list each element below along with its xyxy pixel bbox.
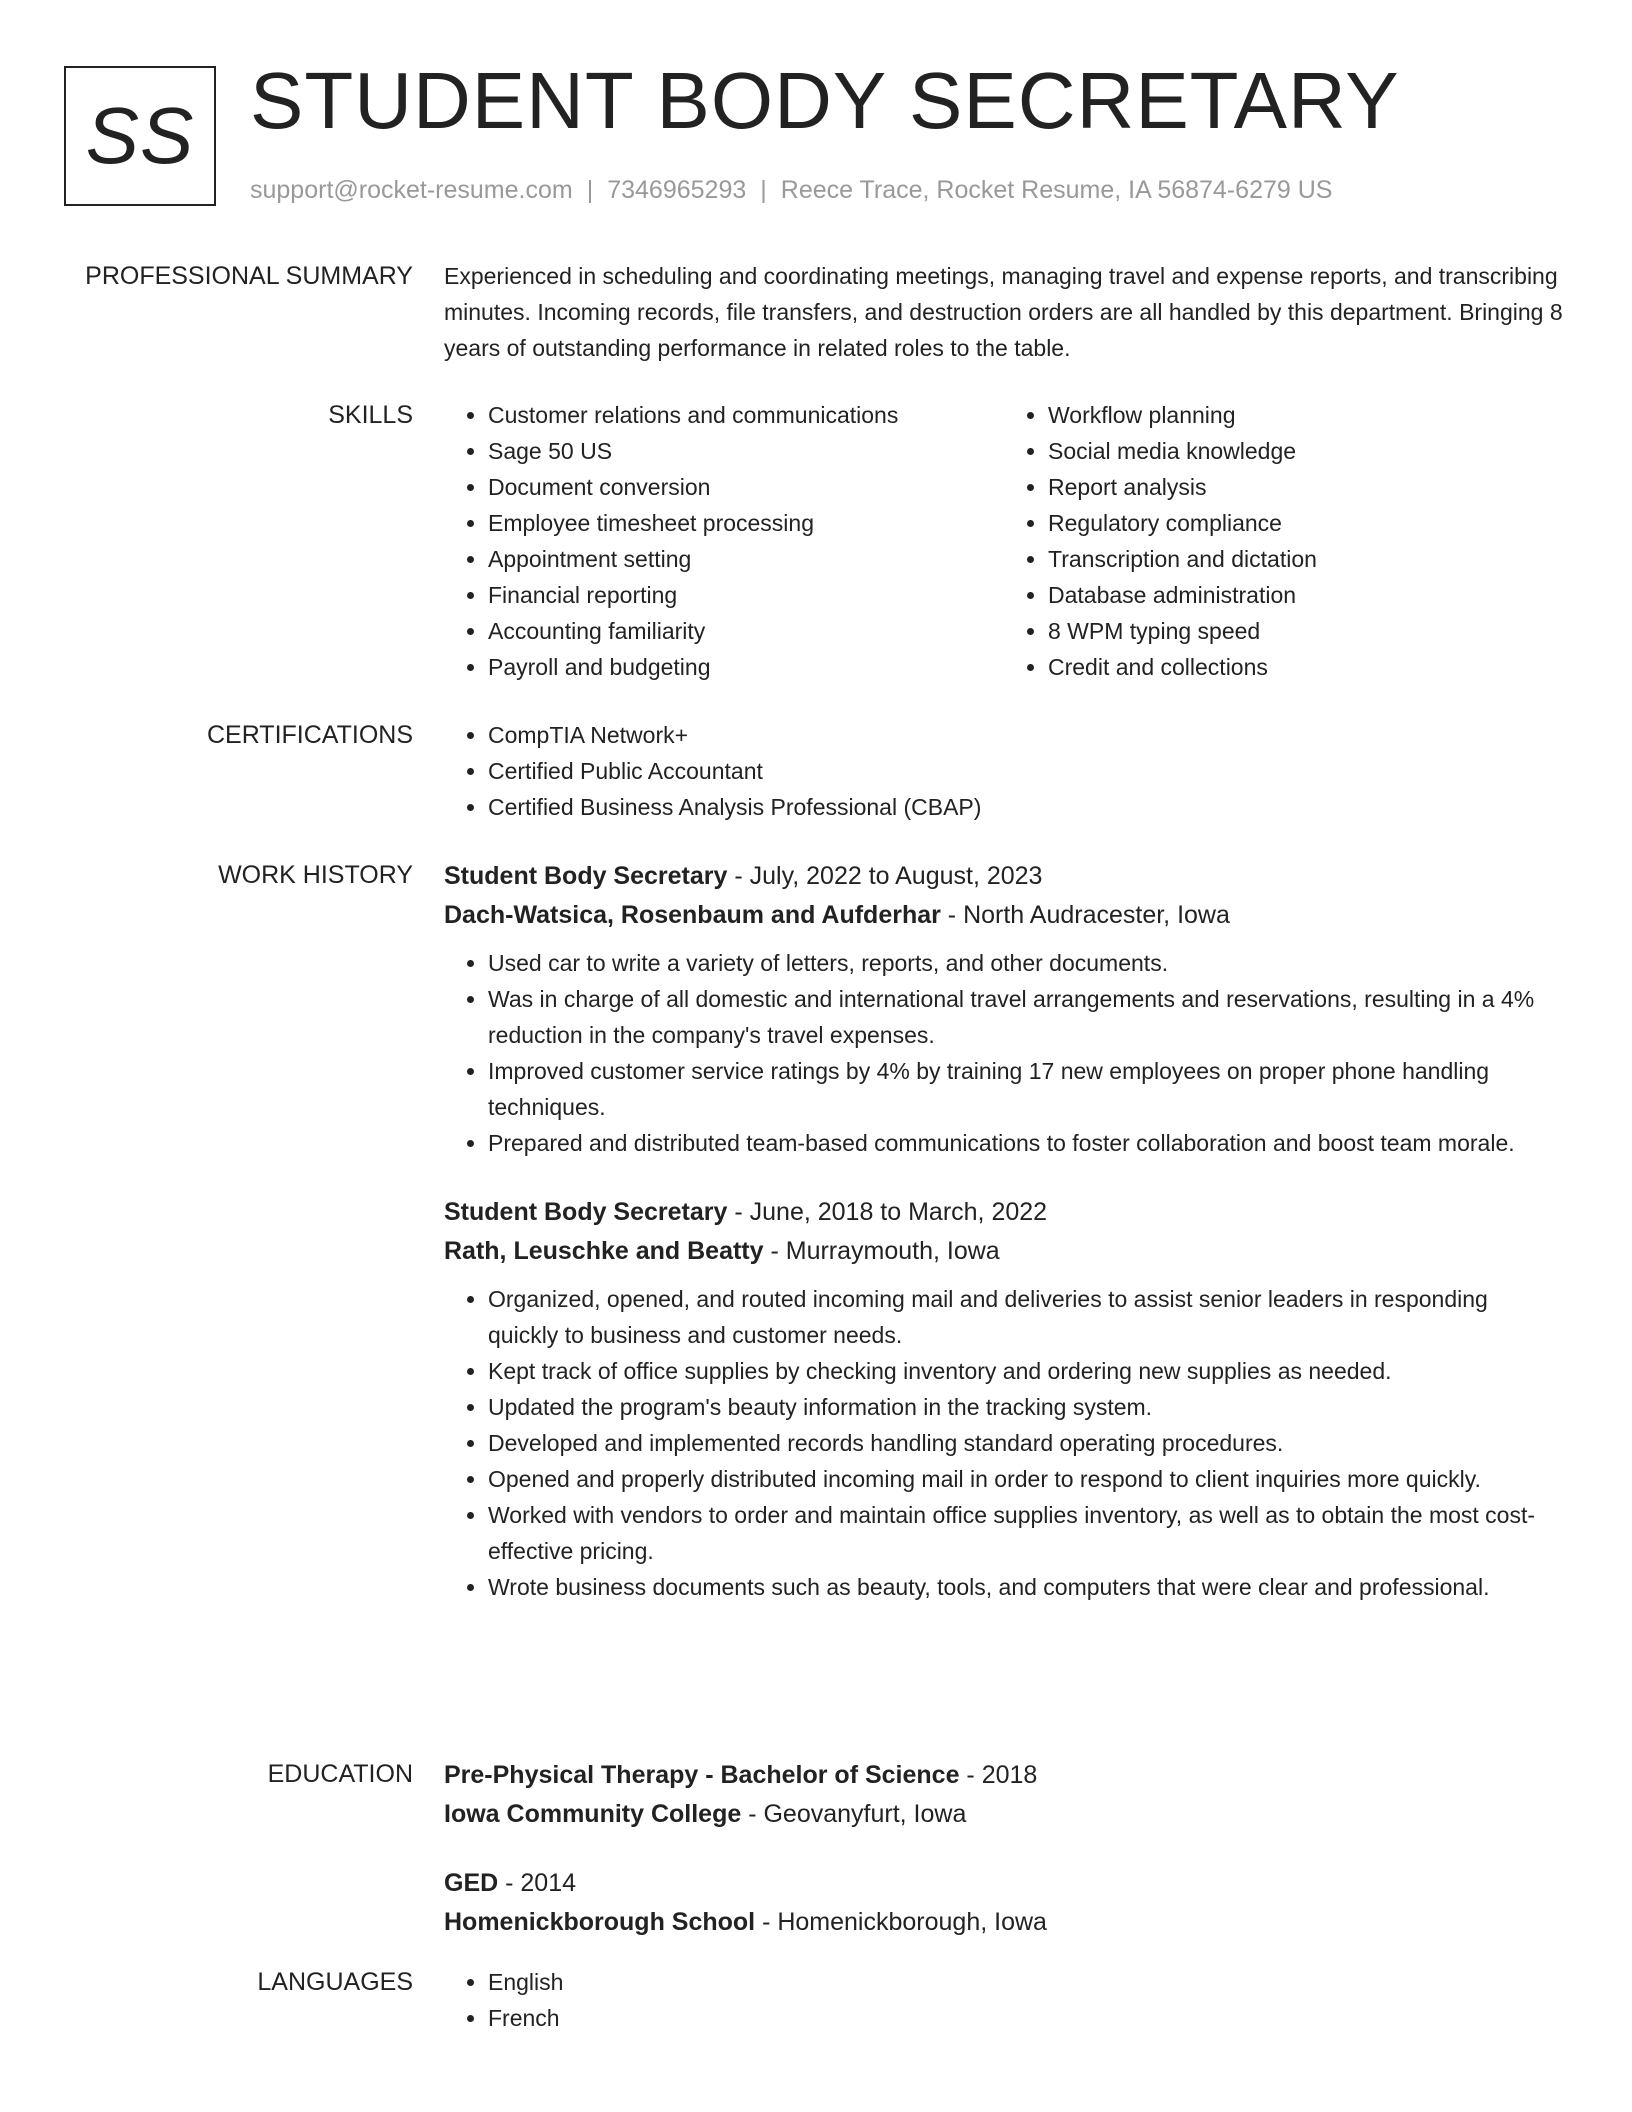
section-label-summary: PROFESSIONAL SUMMARY bbox=[85, 262, 413, 290]
education-school: Iowa Community College bbox=[444, 1800, 742, 1828]
skill-item: • Report analysis bbox=[1048, 469, 1564, 505]
education-entry bbox=[444, 1756, 1564, 1834]
certification-item: • Certified Business Analysis Professional (CBAP) bbox=[488, 789, 1564, 825]
job-title-line bbox=[444, 1193, 1564, 1232]
job-dates: - July, 2022 to August, 2023 bbox=[727, 862, 1043, 890]
skill-item: • Accounting familiarity bbox=[488, 613, 1004, 649]
job-bullet: • Improved customer service ratings by 4% by training 17 new employees on proper phone handling techniques. bbox=[488, 1053, 1564, 1125]
job-entry bbox=[444, 1193, 1564, 1605]
contact-separator: | bbox=[760, 176, 767, 204]
contact-phone[interactable]: 7346965293 bbox=[607, 176, 747, 204]
job-bullet: • Prepared and distributed team-based communications to foster collaboration and boost team morale. bbox=[488, 1125, 1564, 1161]
skill-item: • Employee timesheet processing bbox=[488, 505, 1004, 541]
education-degree: GED bbox=[444, 1869, 499, 1897]
work-history-body bbox=[444, 857, 1564, 1605]
skill-item: • Financial reporting bbox=[488, 577, 1004, 613]
job-location: - Murraymouth, Iowa bbox=[763, 1237, 1000, 1265]
job-location: - North Audracester, Iowa bbox=[940, 901, 1230, 929]
contact-separator: | bbox=[586, 176, 594, 204]
skills-columns bbox=[444, 397, 1564, 685]
skills-list-left bbox=[444, 397, 1004, 685]
job-company-line bbox=[444, 896, 1564, 935]
skill-item: • 8 WPM typing speed bbox=[1048, 613, 1564, 649]
job-dates: - June, 2018 to March, 2022 bbox=[727, 1198, 1048, 1226]
skill-item: • Workflow planning bbox=[1048, 397, 1564, 433]
education-degree-line bbox=[444, 1864, 1564, 1903]
education-entry bbox=[444, 1864, 1564, 1942]
job-bullet: • Organized, opened, and routed incoming mail and deliveries to assist senior leaders in responding quickly to business and customer needs. bbox=[488, 1281, 1564, 1353]
job-company: Dach-Watsica, Rosenbaum and Aufderhar bbox=[444, 901, 941, 929]
education-school: Homenickborough School bbox=[444, 1908, 756, 1936]
skill-item: • Database administration bbox=[1048, 577, 1564, 613]
education-year: - 2014 bbox=[498, 1869, 577, 1897]
skill-item: • Credit and collections bbox=[1048, 649, 1564, 685]
certifications-body bbox=[444, 717, 1564, 825]
job-title-line bbox=[444, 857, 1564, 896]
education-school-line bbox=[444, 1903, 1564, 1942]
certification-item: • CompTIA Network+ bbox=[488, 717, 1564, 753]
skill-item: • Transcription and dictation bbox=[1048, 541, 1564, 577]
skill-item: • Social media knowledge bbox=[1048, 433, 1564, 469]
job-bullet: • Worked with vendors to order and maintain office supplies inventory, as well as to obtain the most cost-effective pricing. bbox=[488, 1497, 1564, 1569]
job-entry bbox=[444, 857, 1564, 1161]
education-degree: Pre-Physical Therapy - Bachelor of Science bbox=[444, 1761, 960, 1789]
contact-address: Reece Trace, Rocket Resume, IA 56874-6279 US bbox=[780, 176, 1333, 204]
job-bullet: • Kept track of office supplies by checking inventory and ordering new supplies as needed. bbox=[488, 1353, 1564, 1389]
job-company: Rath, Leuschke and Beatty bbox=[444, 1237, 764, 1265]
certifications-list bbox=[444, 717, 1564, 825]
language-item: • French bbox=[488, 2000, 1564, 2036]
job-bullet: • Opened and properly distributed incoming mail in order to respond to client inquiries more quickly. bbox=[488, 1461, 1564, 1497]
job-bullet: • Updated the program's beauty information in the tracking system. bbox=[488, 1389, 1564, 1425]
languages-body bbox=[444, 1964, 1564, 2036]
skill-item: • Document conversion bbox=[488, 469, 1004, 505]
education-location: - Homenickborough, Iowa bbox=[755, 1908, 1047, 1936]
contact-line bbox=[250, 172, 1332, 208]
section-label-work-history: WORK HISTORY bbox=[218, 861, 413, 889]
skill-item: • Appointment setting bbox=[488, 541, 1004, 577]
job-company-line bbox=[444, 1232, 1564, 1271]
contact-email[interactable]: support@rocket-resume.com bbox=[250, 176, 573, 204]
job-bullet: • Wrote business documents such as beauty, tools, and computers that were clear and professional. bbox=[488, 1569, 1564, 1605]
skill-item: • Customer relations and communications bbox=[488, 397, 1004, 433]
section-label-education: EDUCATION bbox=[267, 1760, 413, 1788]
skills-list-right bbox=[1004, 397, 1564, 685]
job-bullet: • Used car to write a variety of letters, reports, and other documents. bbox=[488, 945, 1564, 981]
skill-item: • Sage 50 US bbox=[488, 433, 1004, 469]
education-degree-line bbox=[444, 1756, 1564, 1795]
section-label-languages: LANGUAGES bbox=[257, 1968, 413, 1996]
section-label-certifications: CERTIFICATIONS bbox=[206, 721, 413, 749]
certification-item: • Certified Public Accountant bbox=[488, 753, 1564, 789]
education-year: - 2018 bbox=[959, 1761, 1038, 1789]
job-bullet: • Developed and implemented records handling standard operating procedures. bbox=[488, 1425, 1564, 1461]
summary-text: Experienced in scheduling and coordinating meetings, managing travel and expense reports, and transcribing minutes. Incoming records, file transfers, and destruction orders are all handled by this department. Bringing 8 years of outstanding performance in related roles to the table. bbox=[444, 263, 1563, 361]
skill-item: • Regulatory compliance bbox=[1048, 505, 1564, 541]
job-bullets bbox=[444, 1281, 1564, 1605]
education-school-line bbox=[444, 1795, 1564, 1834]
education-body bbox=[444, 1756, 1564, 1942]
language-item: • English bbox=[488, 1964, 1564, 2000]
job-title: Student Body Secretary bbox=[444, 862, 728, 890]
skill-item: • Payroll and budgeting bbox=[488, 649, 1004, 685]
job-bullet: • Was in charge of all domestic and international travel arrangements and reservations, resulting in a 4% reduction in the company's travel expenses. bbox=[488, 981, 1564, 1053]
resume-name: STUDENT BODY SECRETARY bbox=[250, 56, 1400, 145]
section-label-skills: SKILLS bbox=[328, 401, 413, 429]
job-title: Student Body Secretary bbox=[444, 1198, 728, 1226]
languages-list bbox=[444, 1964, 1564, 2036]
monogram-badge: SS bbox=[64, 66, 216, 206]
education-location: - Geovanyfurt, Iowa bbox=[741, 1800, 967, 1828]
job-bullets bbox=[444, 945, 1564, 1161]
